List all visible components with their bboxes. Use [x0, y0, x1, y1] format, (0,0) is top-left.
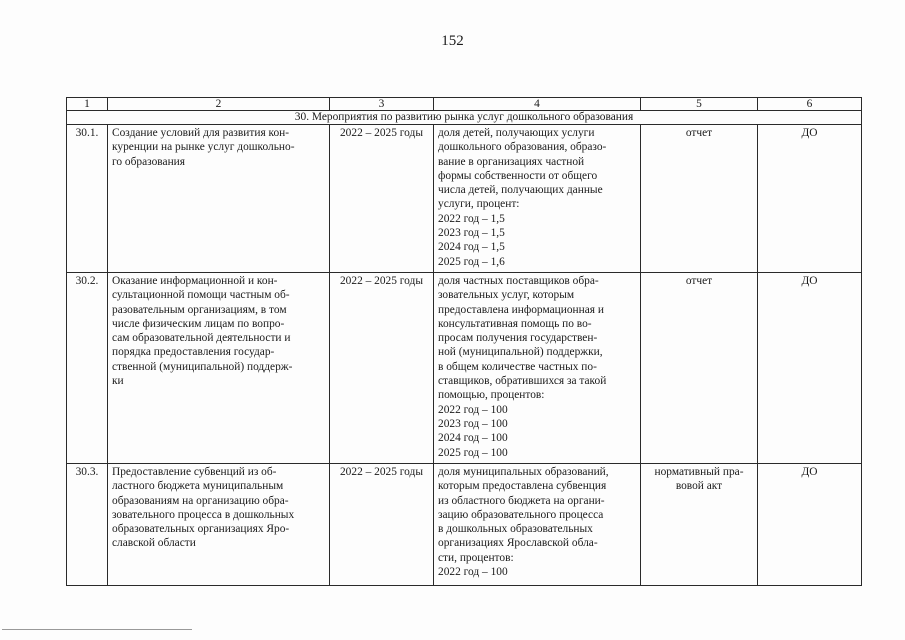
column-number: 2 [108, 98, 330, 111]
table-row [67, 464, 862, 586]
period-cell: 2022 – 2025 годы [330, 464, 434, 586]
text-line: 2023 год – 1,5 [438, 227, 505, 240]
result-cell [641, 273, 758, 464]
text-line: 2022 год – 100 [438, 403, 508, 416]
column-number: 6 [758, 98, 862, 111]
table-row [67, 125, 862, 273]
text-line: порядка предоставления государ- [112, 346, 275, 359]
indicator-cell [434, 464, 641, 586]
text-line: сам образовательной деятельности и [112, 332, 291, 345]
text-line: отчет [685, 275, 713, 287]
text-line: ластного бюджета муниципальным [112, 480, 284, 493]
text-line: числе физическим лицам по вопро- [112, 317, 285, 330]
text-line: куренции на рынке услуг дошкольно- [112, 141, 295, 154]
text-line: доля муниципальных образований, [438, 466, 609, 478]
text-line: 2022 год – 1,5 [438, 212, 505, 225]
text-line: образовательных организациях Яро- [112, 523, 290, 536]
text-line: сультационной помощи частным об- [112, 289, 290, 302]
text-line: 2024 год – 1,5 [438, 241, 505, 254]
text-line: 2025 год – 100 [438, 446, 508, 459]
result-cell [641, 125, 758, 273]
scan-edge-marks [2, 629, 192, 631]
column-number-row [67, 98, 862, 111]
text-line: отчет [685, 127, 713, 139]
text-line: доля детей, получающих услуги [438, 127, 595, 139]
text-line: ки [112, 375, 124, 388]
text-line: ставщиков, обратившихся за такой [438, 375, 607, 388]
text-line: зацию образовательного процесса [438, 508, 604, 521]
text-line: 2024 год – 100 [438, 432, 508, 445]
column-number: 4 [434, 98, 641, 111]
text-line: вовой акт [675, 480, 723, 493]
text-line: дошкольного образования, образо- [438, 141, 607, 154]
row-number: 30.1. [67, 125, 108, 273]
text-line: просам получения государствен- [438, 332, 598, 345]
section-title: 30. Мероприятия по развитию рынка услуг дошкольного образования [67, 111, 862, 125]
page-number: 152 [441, 33, 464, 49]
text-line: Предоставление субвенций из об- [112, 466, 277, 478]
text-line: Оказание информационной и кон- [112, 275, 278, 287]
text-line: помощью, процентов: [438, 389, 545, 402]
text-line: зовательного процесса в дошкольных [112, 508, 295, 521]
text-line: 2025 год – 1,6 [438, 255, 505, 268]
text-line: услуги, процент: [438, 198, 520, 211]
period-cell: 2022 – 2025 годы [330, 125, 434, 273]
executor-cell: ДО [758, 273, 862, 464]
text-line: 2023 год – 100 [438, 417, 508, 430]
text-line: 2022 год – 100 [438, 566, 508, 579]
section-row [67, 111, 862, 125]
text-line: из областного бюджета на органи- [438, 494, 605, 507]
text-line: го образования [112, 155, 186, 168]
row-number: 30.3. [67, 464, 108, 586]
text-line: вание в организациях частной [438, 155, 585, 168]
text-line: числа детей, получающих данные [438, 184, 603, 197]
measure-cell [108, 464, 330, 586]
indicator-cell [434, 273, 641, 464]
result-cell [641, 464, 758, 586]
executor-cell: ДО [758, 464, 862, 586]
table-row [67, 273, 862, 464]
text-line: в дошкольных образовательных [438, 523, 593, 536]
column-number: 5 [641, 98, 758, 111]
text-line: ной (муниципальной) поддержки, [438, 346, 603, 359]
measure-cell [108, 273, 330, 464]
text-line: ственной (муниципальной) поддерж- [112, 360, 293, 373]
column-number: 1 [67, 98, 108, 111]
text-line: образованиям на организацию обра- [112, 494, 289, 507]
text-line: формы собственности от общего [438, 169, 598, 182]
executor-cell: ДО [758, 125, 862, 273]
measures-table [66, 97, 862, 586]
text-line: консультативная помощь по во- [438, 317, 592, 330]
measure-cell [108, 125, 330, 273]
text-line: предоставлена информационная и [438, 303, 604, 316]
text-line: в общем количестве частных по- [438, 360, 597, 373]
text-line: которым предоставлена субвенция [438, 480, 607, 493]
text-line: доля частных поставщиков обра- [438, 275, 599, 287]
text-line: разовательным организациям, в том [112, 303, 287, 316]
text-line: славской области [112, 537, 196, 550]
indicator-cell [434, 125, 641, 273]
text-line: зовательных услуг, которым [438, 289, 575, 302]
text-line: организациях Ярославской обла- [438, 537, 598, 550]
column-number: 3 [330, 98, 434, 111]
row-number: 30.2. [67, 273, 108, 464]
period-cell: 2022 – 2025 годы [330, 273, 434, 464]
text-line: Создание условий для развития кон- [112, 127, 290, 139]
text-line: нормативный пра- [654, 466, 744, 478]
text-line: сти, процентов: [438, 551, 514, 564]
